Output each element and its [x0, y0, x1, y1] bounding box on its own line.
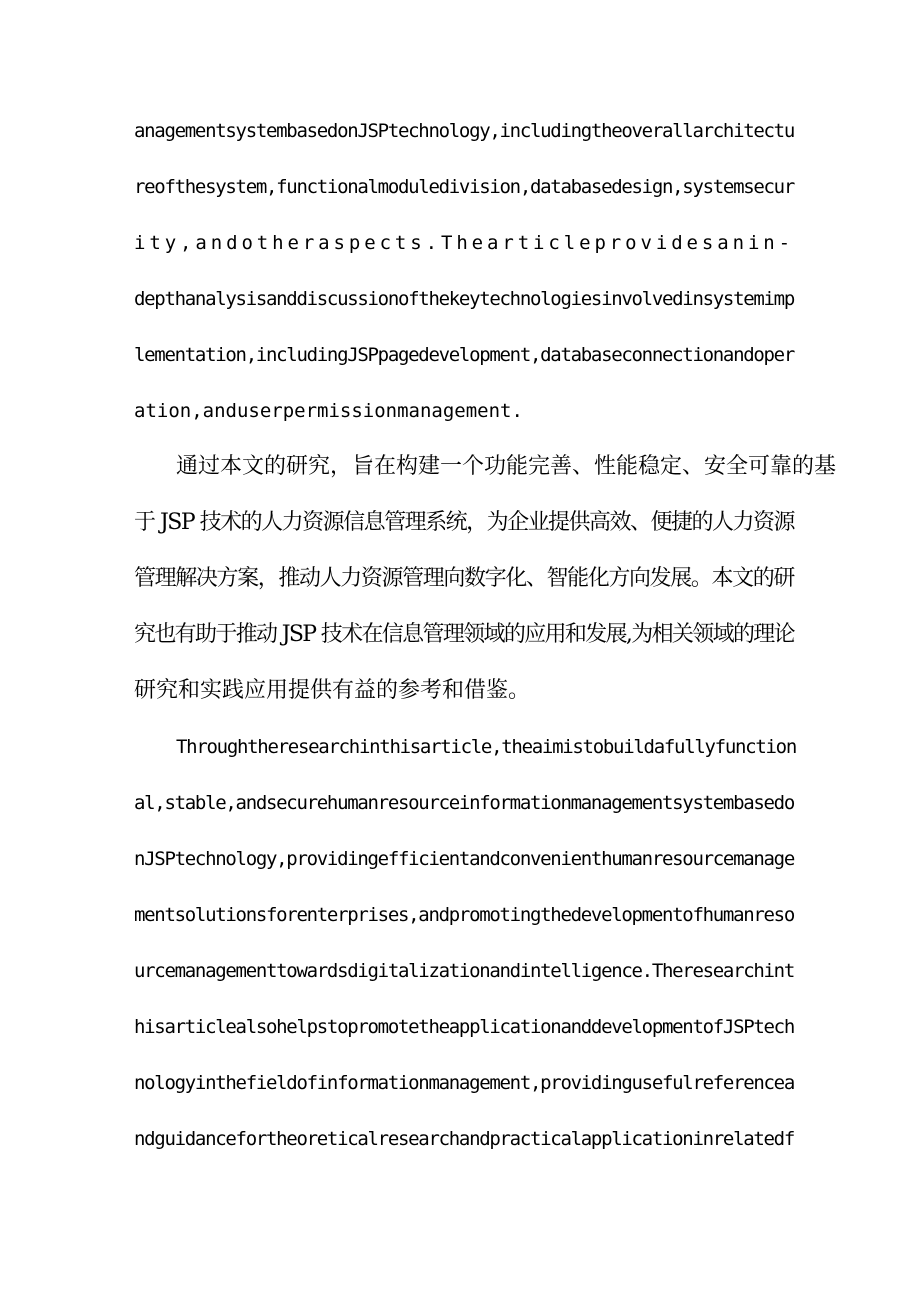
- text-line: mentsolutionsforenterprises,andpromotingthedevelopmentofhumanreso: [134, 904, 794, 926]
- text-line: ndguidancefortheoreticalresearchandpracticalapplicationinrelatedf: [134, 1128, 794, 1150]
- text-line: ity,andotheraspects.Thearticleprovidesanin-: [134, 232, 794, 254]
- text-line: depthanalysisanddiscussionofthekeytechnologiesinvolvedinsystemimp: [134, 288, 794, 310]
- text-line: urcemanagementtowardsdigitalizationandintelligence.Theresearchint: [134, 960, 794, 982]
- text-line: 于 JSP 技术的人力资源信息管理系统，为企业提供高效、便捷的人力资源: [134, 510, 794, 535]
- text-line: al,stable,andsecurehumanresourceinformationmanagementsystembasedo: [134, 792, 794, 814]
- text-line: 究也有助于推动 JSP 技术在信息管理领域的应用和发展,为相关领域的理论: [134, 622, 794, 647]
- text-line: hisarticlealsohelpstopromotetheapplicationanddevelopmentofJSPtech: [134, 1016, 794, 1038]
- text-line: 管理解决方案，推动人力资源管理向数字化、智能化方向发展。本文的研: [134, 566, 794, 591]
- text-line: Throughtheresearchinthisarticle,theaimistobuildafullyfunction: [176, 736, 796, 758]
- text-line: ation,anduserpermissionmanagement.: [134, 400, 523, 422]
- text-line: nJSPtechnology,providingefficientandconvenienthumanresourcemanage: [134, 848, 794, 870]
- text-line: lementation,includingJSPpagedevelopment,databaseconnectionandoper: [134, 344, 794, 366]
- text-line: reofthesystem,functionalmoduledivision,databasedesign,systemsecur: [134, 176, 794, 198]
- text-line: 通过本文的研究，旨在构建一个功能完善、性能稳定、安全可靠的基: [176, 454, 836, 479]
- text-line: 研究和实践应用提供有益的参考和借鉴。: [134, 678, 531, 703]
- text-line: anagementsystembasedonJSPtechnology,includingtheoverallarchitectu: [134, 120, 794, 142]
- text-line: nologyinthefieldofinformationmanagement,providingusefulreferencea: [134, 1072, 794, 1094]
